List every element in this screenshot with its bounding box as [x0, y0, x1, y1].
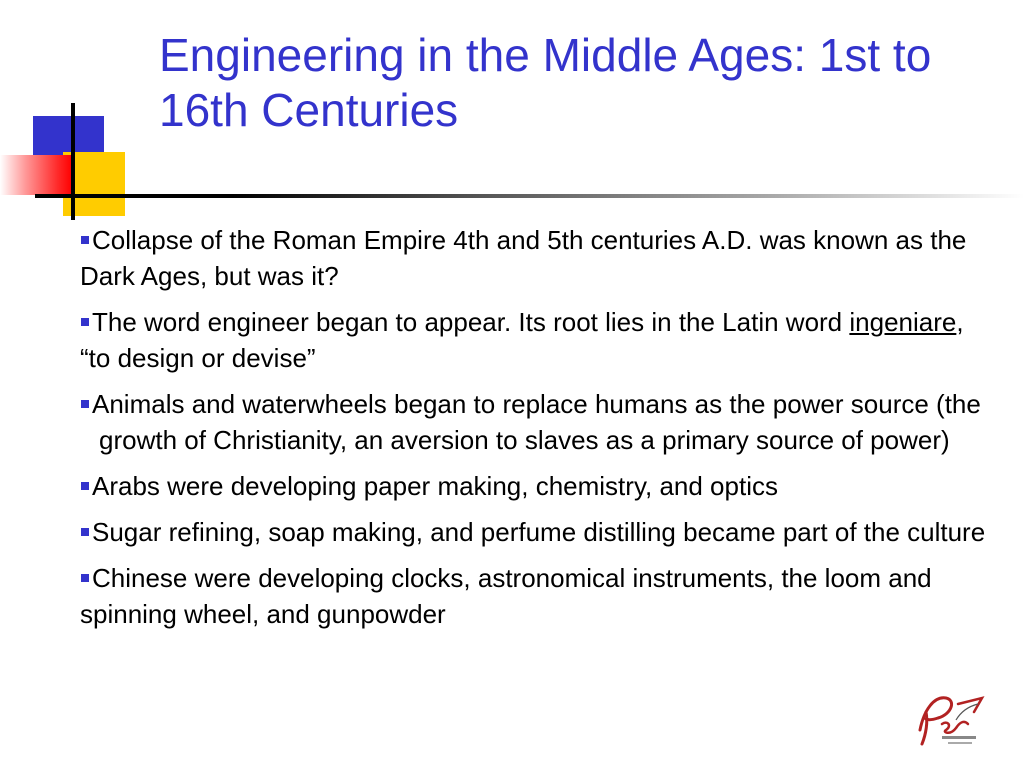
bullet-item	[80, 514, 995, 550]
bullet-text: Chinese were developing clocks, astronomical instruments, the loom and spinning wheel, and gunpowder	[80, 563, 932, 629]
bullet-item	[80, 386, 995, 458]
bullet-text: Arabs were developing paper making, chemistry, and optics	[92, 471, 778, 501]
signature-logo-icon	[912, 690, 986, 750]
bullet-item	[80, 222, 995, 294]
bullet-list	[80, 222, 995, 642]
square-bullet-icon	[81, 318, 89, 326]
bullet-text: , “to design or devise”	[80, 307, 964, 373]
square-bullet-icon	[81, 482, 89, 490]
decor-vertical-line	[71, 103, 75, 220]
bullet-text: The word engineer began to appear. Its root lies in the Latin word	[92, 307, 850, 337]
bullet-text: Sugar refining, soap making, and perfume distilling became part of the culture	[92, 517, 986, 547]
square-bullet-icon	[81, 236, 89, 244]
square-bullet-icon	[81, 400, 89, 408]
square-bullet-icon	[81, 528, 89, 536]
square-bullet-icon	[81, 574, 89, 582]
bullet-item	[80, 468, 995, 504]
slide-title: Engineering in the Middle Ages: 1st to 16th Centuries	[159, 29, 932, 136]
bullet-item	[80, 560, 995, 632]
bullet-item	[80, 304, 995, 376]
bullet-text: Animals and waterwheels began to replace humans as the power source (the growth of Christianity, an aversion to slaves as a primary source of power)	[92, 389, 981, 455]
underlined-term: ingeniare	[849, 307, 957, 337]
decor-red-gradient-bar	[0, 155, 72, 195]
bullet-text: Collapse of the Roman Empire 4th and 5th centuries A.D. was known as the Dark Ages, but was it?	[80, 225, 967, 291]
title-underline-rule	[35, 194, 1024, 198]
